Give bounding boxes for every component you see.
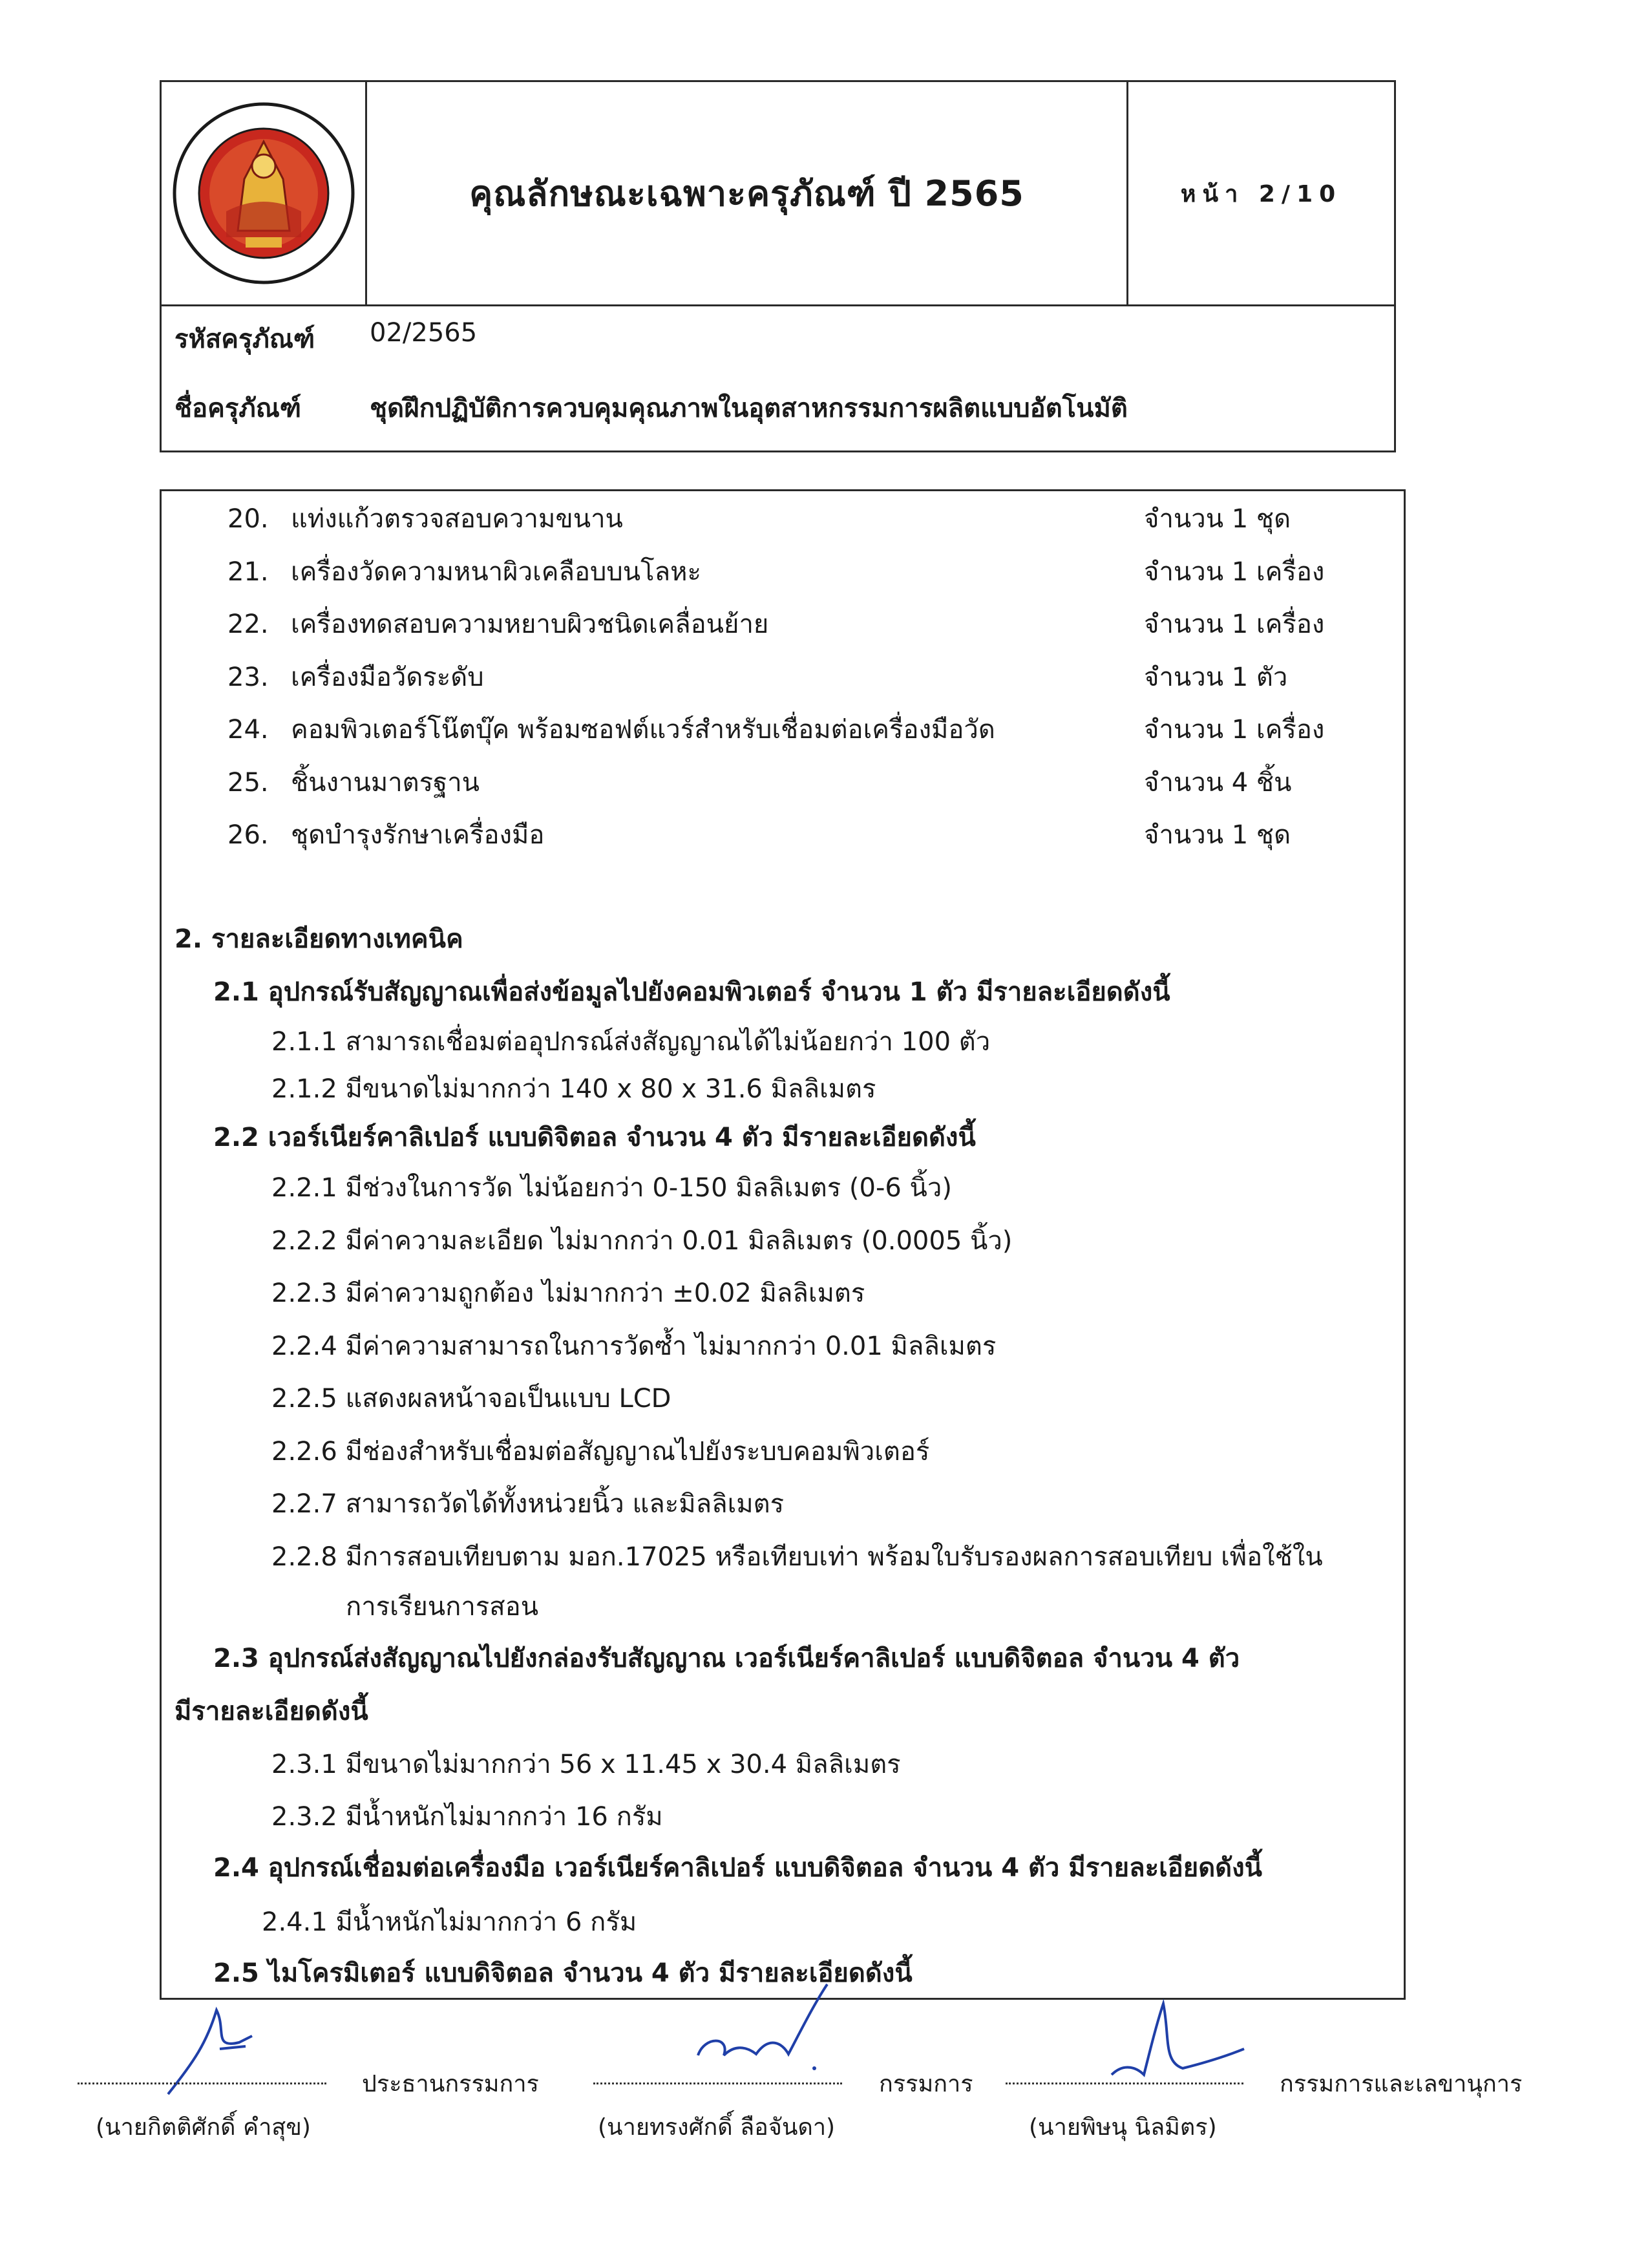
subsection-2-3: 2.3 อุปกรณ์ส่งสัญญาณไปยังกล่องรับสัญญาณ เวอร์เนียร์คาลิเปอร์ แบบดิจิตอล จำนวน 4 ตัว (213, 1644, 1240, 1673)
signature-mark (1099, 1997, 1254, 2088)
subsection-2-1: 2.1 อุปกรณ์รับสัญญาณเพื่อส่งข้อมูลไปยังคอมพิวเตอร์ จำนวน 1 ตัว มีรายละเอียดดังนี้ (213, 977, 1170, 1007)
item-qty: จำนวน 1 ตัว (1144, 662, 1288, 692)
item-qty: จำนวน 1 เครื่อง (1144, 557, 1325, 587)
spec-2-4-1: 2.4.1 มีน้ำหนักไม่มากกว่า 6 กรัม (262, 1907, 637, 1937)
spec-2-3-1: 2.3.1 มีขนาดไม่มากกว่า 56 x 11.45 x 30.4 มิลลิเมตร (271, 1750, 901, 1779)
signature-mark (155, 2004, 271, 2101)
item-number: 26. (227, 820, 269, 850)
spec-2-2-8-continued: การเรียนการสอน (346, 1592, 539, 1622)
item-number: 20. (227, 504, 269, 534)
spec-2-1-1: 2.1.1 สามารถเชื่อมต่ออุปกรณ์ส่งสัญญาณได้ไม่น้อยกว่า 100 ตัว (271, 1027, 991, 1057)
spec-2-2-5: 2.2.5 แสดงผลหน้าจอเป็นแบบ LCD (271, 1384, 671, 1414)
item-name: ชุดบำรุงรักษาเครื่องมือ (291, 820, 545, 850)
item-qty: จำนวน 1 เครื่อง (1144, 715, 1325, 745)
item-qty: จำนวน 4 ชิ้น (1144, 768, 1292, 798)
ovec-logo (162, 82, 367, 304)
item-name: เครื่องทดสอบความหยาบผิวชนิดเคลื่อนย้าย (291, 609, 769, 639)
spec-2-2-8: 2.2.8 มีการสอบเทียบตาม มอก.17025 หรือเทียบเท่า พร้อมใบรับรองผลการสอบเทียบ เพื่อใช้ใน (271, 1542, 1323, 1572)
item-name: คอมพิวเตอร์โน๊ตบุ๊ค พร้อมซอฟต์แวร์สำหรับเชื่อมต่อเครื่องมือวัด (291, 715, 995, 745)
document-title: คุณลักษณะเฉพาะครุภัณฑ์ ปี 2565 (469, 173, 1024, 214)
spec-2-1-2: 2.1.2 มีขนาดไม่มากกว่า 140 x 80 x 31.6 มิลลิเมตร (271, 1074, 876, 1104)
signer-role: ประธานกรรมการ (362, 2071, 539, 2097)
item-qty: จำนวน 1 ชุด (1144, 504, 1291, 534)
spec-2-2-2: 2.2.2 มีค่าความละเอียด ไม่มากกว่า 0.01 มิลลิเมตร (0.0005 นิ้ว) (271, 1226, 1013, 1256)
page-number: หน้า 2/10 (1180, 180, 1342, 207)
signer-name: (นายพิษนุ นิลมิตร) (1029, 2114, 1217, 2141)
item-qty: จำนวน 1 เครื่อง (1144, 609, 1325, 639)
item-number: 25. (227, 768, 269, 798)
name-value: ชุดฝึกปฏิบัติการควบคุมคุณภาพในอุตสาหกรรมการผลิตแบบอัตโนมัติ (370, 394, 1128, 423)
title-cell (367, 82, 1128, 304)
item-name: เครื่องมือวัดระดับ (291, 662, 484, 692)
spec-2-2-4: 2.2.4 มีค่าความสามารถในการวัดซ้ำ ไม่มากกว่า 0.01 มิลลิเมตร (271, 1331, 997, 1361)
spec-2-3-2: 2.3.2 มีน้ำหนักไม่มากกว่า 16 กรัม (271, 1802, 663, 1832)
spec-2-2-3: 2.2.3 มีค่าความถูกต้อง ไม่มากกว่า ±0.02 มิลลิเมตร (271, 1278, 865, 1308)
code-value: 02/2565 (370, 318, 478, 348)
spec-2-2-1: 2.2.1 มีช่วงในการวัด ไม่น้อยกว่า 0-150 มิลลิเมตร (0-6 นิ้ว) (271, 1173, 952, 1203)
item-qty: จำนวน 1 ชุด (1144, 820, 1291, 850)
signature-mark (685, 1978, 853, 2075)
signer-role: กรรมการ (879, 2071, 973, 2097)
logo-cell (162, 82, 367, 304)
signer-role: กรรมการและเลขานุการ (1280, 2071, 1523, 2097)
item-name: เครื่องวัดความหนาผิวเคลือบบนโลหะ (291, 557, 701, 587)
subsection-2-5: 2.5 ไมโครมิเตอร์ แบบดิจิตอล จำนวน 4 ตัว มีรายละเอียดดังนี้ (213, 1958, 913, 1988)
name-label: ชื่อครุภัณฑ์ (174, 394, 302, 423)
signature-line (1006, 2083, 1243, 2084)
item-number: 22. (227, 609, 269, 639)
header-divider (162, 304, 1394, 306)
header-box (160, 80, 1396, 452)
signature-line (593, 2083, 842, 2084)
subsection-2-2: 2.2 เวอร์เนียร์คาลิเปอร์ แบบดิจิตอล จำนวน 4 ตัว มีรายละเอียดดังนี้ (213, 1123, 976, 1152)
signer-name: (นายกิตติศักดิ์ คำสุข) (96, 2114, 311, 2141)
item-number: 21. (227, 557, 269, 587)
item-name: แท่งแก้วตรวจสอบความขนาน (291, 504, 623, 534)
spec-2-2-6: 2.2.6 มีช่องสำหรับเชื่อมต่อสัญญาณไปยังระบบคอมพิวเตอร์ (271, 1437, 930, 1467)
subsection-2-3-continued: มีรายละเอียดดังนี้ (174, 1697, 368, 1726)
subsection-2-4: 2.4 อุปกรณ์เชื่อมต่อเครื่องมือ เวอร์เนียร์คาลิเปอร์ แบบดิจิตอล จำนวน 4 ตัว มีรายละเอียดดังนี้ (213, 1853, 1263, 1883)
item-name: ชิ้นงานมาตรฐาน (291, 768, 480, 798)
spec-2-2-7: 2.2.7 สามารถวัดได้ทั้งหน่วยนิ้ว และมิลลิเมตร (271, 1489, 785, 1519)
item-number: 24. (227, 715, 269, 745)
signature-line (78, 2083, 326, 2084)
item-number: 23. (227, 662, 269, 692)
signer-name: (นายทรงศักดิ์ ลือจันดา) (598, 2114, 836, 2141)
section-heading: 2. รายละเอียดทางเทคนิค (174, 924, 463, 954)
code-label: รหัสครุภัณฑ์ (174, 324, 315, 354)
page-cell (1128, 82, 1394, 304)
